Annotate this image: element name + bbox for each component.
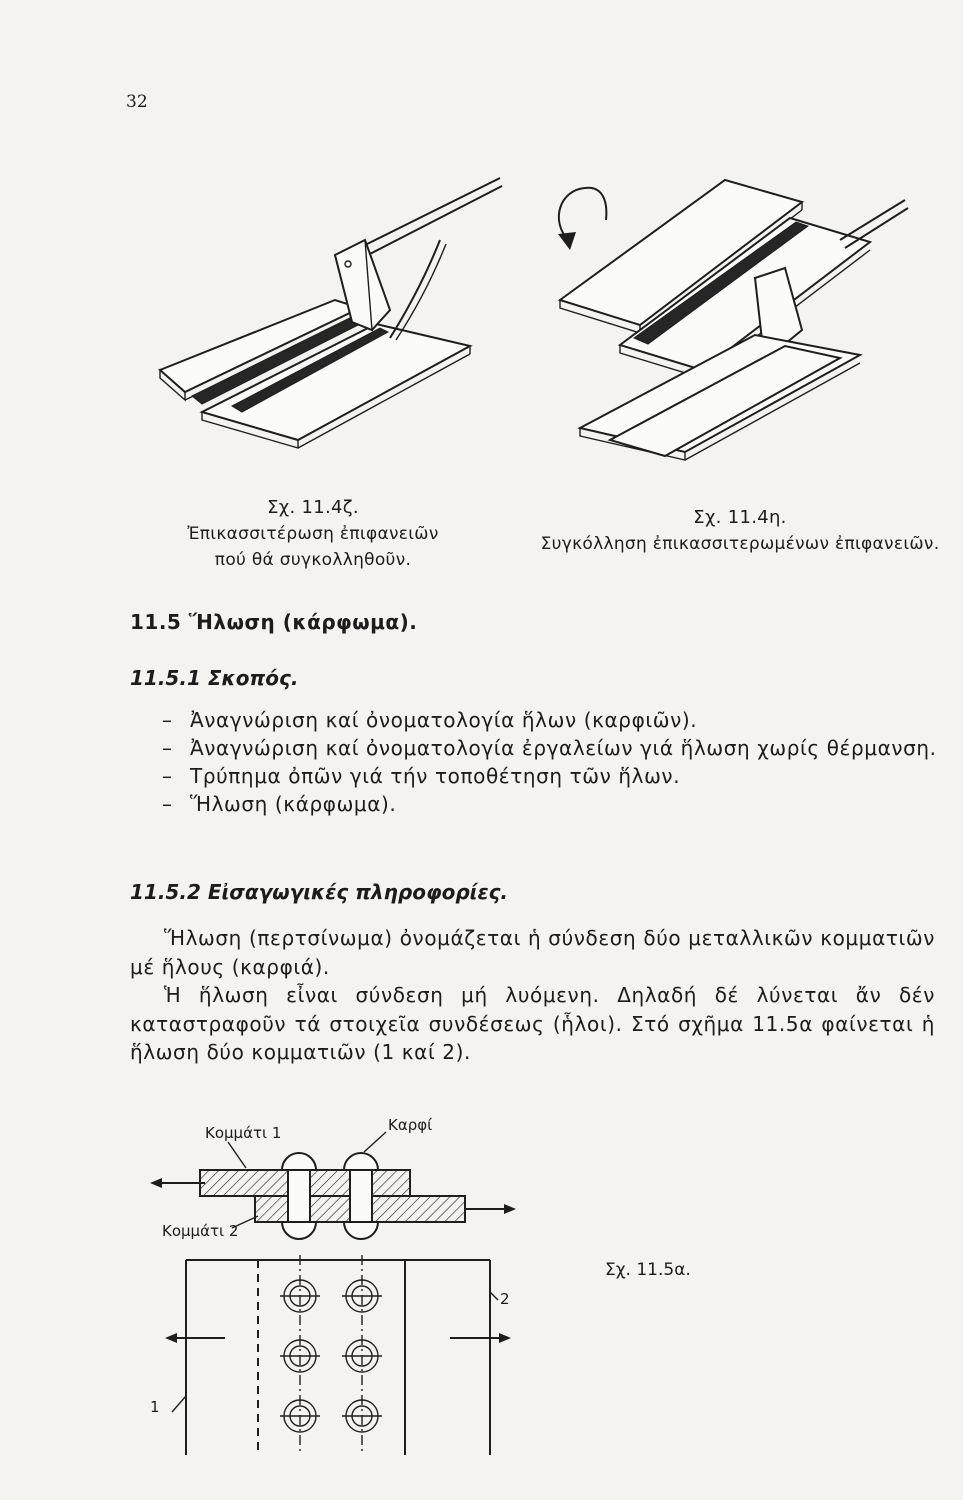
figure-soldering-illustration: [540, 160, 920, 480]
paragraph: Ἡ ἥλωση εἶναι σύνδεση μή λυόμενη. Δηλαδή δέ λύνεται ἄν δέν καταστραφοῦν τά στοιχεῖα συνδέσεως (ἧλοι). Στό σχῆμα 11.5α φαίνεται ἡ ἥλωση δύο κομματιῶν (1 καί 2).: [130, 983, 935, 1064]
fig-11-4h-caption: Συγκόλληση ἐπικασσιτερωμένων ἐπιφανειῶν.: [540, 534, 940, 554]
subsection-title-purpose: 11.5.1 Σκοπός.: [130, 666, 299, 690]
page-number: 32: [126, 92, 148, 112]
section-title: 11.5 Ἥλωση (κάρφωμα).: [130, 610, 418, 634]
fig-11-4z-caption-line2: πού θά συγκολληθοῦν.: [214, 550, 412, 570]
fig-11-4h-label: Σχ. 11.4η.: [693, 507, 787, 528]
purpose-list: [162, 706, 937, 818]
rivet-1-shank: [288, 1170, 310, 1222]
caption-fig-11-4z: [168, 495, 458, 573]
label-part-1: Κομμάτι 1: [205, 1124, 282, 1142]
label-rivet: Καρφί: [388, 1116, 433, 1134]
fig-11-4z-label: Σχ. 11.4ζ.: [267, 497, 359, 518]
rivet-heads-plan: [280, 1280, 382, 1432]
rivet-2-head-bottom: [344, 1222, 378, 1239]
rivet-1-head-top: [282, 1153, 316, 1170]
fig-11-4z-caption-line1: Ἐπικασσιτέρωση ἐπιφανειῶν: [187, 524, 439, 544]
label-number-2: 2: [500, 1290, 510, 1308]
figure-tinning-illustration: [140, 160, 520, 460]
caption-fig-11-5a: Σχ. 11.5α.: [605, 1260, 691, 1280]
rotation-arrow: [559, 188, 607, 240]
label-number-1: 1: [150, 1398, 160, 1416]
purpose-item: – Ἀναγνώριση καί ὀνοματολογία ἥλων (καρφιῶν).: [162, 706, 937, 734]
purpose-item: – Τρύπημα ὀπῶν γιά τήν τοποθέτηση τῶν ἥλων.: [162, 762, 937, 790]
rivet-1-head-bottom: [282, 1222, 316, 1239]
caption-fig-11-4h: [525, 505, 955, 557]
rivet-2-shank: [350, 1170, 372, 1222]
subsection-title-introduction: 11.5.2 Εἰσαγωγικές πληροφορίες.: [130, 880, 509, 904]
rivet-2-head-top: [344, 1153, 378, 1170]
figure-riveting-diagram: [150, 1120, 530, 1460]
introduction-text: [130, 924, 935, 1067]
label-part-2: Κομμάτι 2: [162, 1222, 239, 1240]
purpose-item: – Ἀναγνώριση καί ὀνοματολογία ἐργαλείων γιά ἥλωση χωρίς θέρμανση.: [162, 734, 937, 762]
purpose-item: – Ἥλωση (κάρφωμα).: [162, 790, 937, 818]
paragraph: Ἥλωση (περτσίνωμα) ὀνομάζεται ἡ σύνδεση δύο μεταλλικῶν κομματιῶν μέ ἥλους (καρφιά).: [130, 926, 935, 979]
